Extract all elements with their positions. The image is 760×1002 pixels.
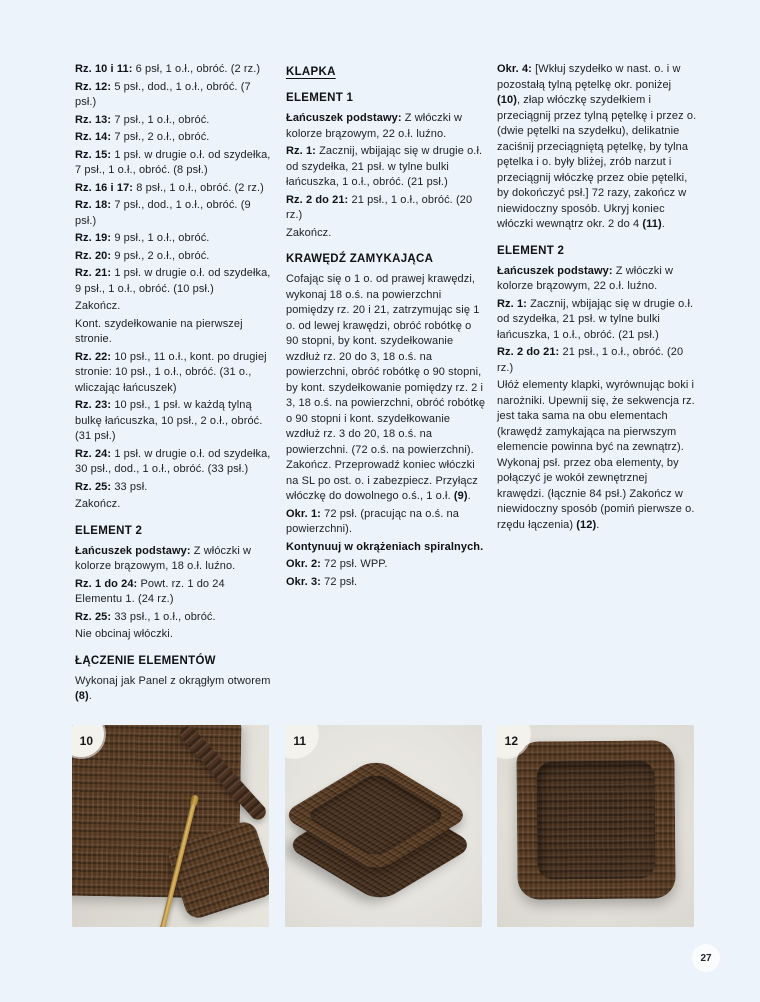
pattern-instruction: Z włóczki w kolorze brązowym, 18 o.ł. luźno. [75,544,252,572]
pattern-label: Rz. 2 do 21: [286,193,352,206]
pattern-instruction: Z włóczki w kolorze brązowym, 22 o.ł. luźno. [497,264,674,292]
pattern-label: Rz. 1: [497,297,531,310]
pattern-text-line [75,627,275,643]
pattern-text-line [286,226,486,242]
pattern-instruction: 21 psł., 1 o.ł., obróć. (20 rz.) [497,346,684,374]
pattern-instruction: Ułóż elementy klapki, wyrównując boki i narożniki. Upewnij się, że sekwencja rz. jest taka sama na obu elementach (krawędź zamykająca na pierwszym elemencie powinna być na zewnątrz). Wykonaj psł. przez oba elementy, by połączyć je wokół zewnętrznej krawędzi. (łącznie 84 psł.) Zakończ w niewidoczny sposób (pomiń pierwsze o. rzędu łączenia) [497,379,695,531]
photo-number-badge [285,725,317,757]
pattern-text-line [75,350,275,397]
photo-number: 10 [79,734,93,748]
pattern-text-line [75,577,275,608]
pattern-instruction: Wykonaj jak Panel z okrągłym otworem [75,674,271,687]
pattern-text-line [497,264,697,295]
pattern-instruction: Kont. szydełkowanie na pierwszej stronie. [75,317,243,345]
pattern-instruction: Cofając się o 1 o. od prawej krawędzi, wykonaj 18 o.ś. na powierzchni pomiędzy rz. 20 i 21, zatrzymując się 1 o. od lewej krawędzi, obróć robótkę o 90 stopni, by kont. szydełkowanie wzdłuż rz. 20 do 3, 18 o.ś. na powierzchni, obróć robótkę o 90 stopni, by kont. szydełkowanie pomiędzy rz. 2 i 3, 18 o.ś. na powierzchni, obróć robótkę o 90 stopni i kont. szydełkowanie wzdłuż rz. 3 do 20, 18 o.ś. na powierzchni. (72 o.ś. na powierzchni). Zakończ. Przeprowadź koniec włóczki na SL po ost. o. i zabezpiecz. Przyłącz włóczkę do dowolnego o.ś., 1 o.ł. [286,273,486,502]
pattern-label: (8) [75,690,89,702]
pattern-instruction: 72 psł. (pracując na o.ś. na powierzchni). [286,507,459,535]
pattern-label: Rz. 13: [75,113,115,126]
pattern-text-line [75,447,275,478]
crochet-flap-recess [536,760,655,879]
pattern-label: Rz. 20: [75,249,115,262]
pattern-instruction: 10 psł., 11 o.ł., kont. po drugiej stronie: 10 psł., 1 o.ł., obróć. (31 o., wliczając łańcuszek) [75,350,267,394]
pattern-label: Rz. 19: [75,232,115,244]
pattern-text-line [75,113,275,129]
pattern-label: Rz. 1: [286,145,320,157]
pattern-text-line [75,266,275,297]
pattern-label: Rz. 24: [75,447,115,460]
pattern-instruction: 72 psł. [324,575,358,588]
pattern-label: Okr. 4: [497,63,536,75]
pattern-instruction: 5 psł., dod., 1 o.ł., obróć. (7 psł.) [75,80,251,108]
pattern-instruction: Nie obcinaj włóczki. [75,628,173,640]
column-right [497,62,697,535]
pattern-label: Rz. 25: [75,480,115,493]
pattern-text-line [497,62,697,233]
pattern-instruction: 1 psł. w drugie o.ł. od szydełka, 9 psł., 1 o.ł., obróć. (10 psł.) [75,267,271,295]
pattern-instruction: . [596,518,600,531]
pattern-label: Rz. 22: [75,350,115,363]
pattern-label: Rz. 15: [75,148,115,161]
pattern-text-line [75,148,275,179]
pattern-text-line [286,557,486,573]
photo-number: 12 [504,734,518,748]
pattern-text-line [75,544,275,575]
pattern-instruction: . [467,490,471,502]
pattern-text-line [286,272,486,505]
pattern-instruction: 10 psł., 1 psł. w każdą tylną bulkę łańcuszka, 10 psł., 2 o.ł., obróć. (31 psł.) [75,399,263,442]
section-heading: KLAPKA [286,66,336,78]
pattern-instruction: 9 psł., 1 o.ł., obróć. [114,232,210,244]
pattern-text-line [75,231,275,247]
column-middle [286,62,486,592]
pattern-text-line [286,507,486,538]
pattern-label: Łańcuszek podstawy: [75,544,194,557]
pattern-label: Rz. 2 do 21: [497,346,563,358]
pattern-label: Rz. 25: [75,610,115,623]
section-heading: KRAWĘDŹ ZAMYKAJĄCA [286,253,434,265]
pattern-text-line [497,297,697,344]
pattern-label: Rz. 23: [75,399,115,411]
pattern-label: Rz. 21: [75,267,115,279]
pattern-label: Okr. 1: [286,507,325,520]
pattern-instruction: 33 psł., 1 o.ł., obróć. [114,610,216,623]
pattern-text-line [75,62,275,78]
pattern-instruction: 8 psł., 1 o.ł., obróć. (2 rz.) [136,181,264,194]
pattern-instruction: , złap włóczkę szydełkiem i przeciągnij przez tylną pętelkę i przez o. (dwie pętelki na szydełku), delikatnie zaciśnij przeciągniętą pętelkę, by tylna pętelka i o. były bliżej, zrób narzut i przeciągnij włóczkę przez obie pętelki, by dokończyć psł.] 72 razy, zakończ w niewidoczny sposób. Ukryj koniec włóczki wewnątrz okr. 2 do 4 [497,94,697,230]
pattern-text-line [75,674,275,705]
pattern-label: Rz. 12: [75,80,115,93]
pattern-label: (11) [642,218,662,230]
pattern-text-line [75,249,275,265]
pattern-text-line [286,575,486,591]
pattern-label: Rz. 16 i 17: [75,181,137,194]
pattern-text-line [75,181,275,197]
pattern-instruction: 7 psł., dod., 1 o.ł., obróć. (9 psł.) [75,199,251,227]
pattern-text-line [286,540,486,556]
pattern-instruction: 33 psł. [114,480,148,493]
pattern-label: Kontynuuj w okrążeniach spiralnych. [286,540,484,553]
section-heading: ELEMENT 2 [75,524,143,537]
photo-crochet-panel-with-hook [72,725,269,927]
section-heading: ELEMENT 2 [497,244,565,257]
pattern-instruction: 7 psł., 1 o.ł., obróć. [114,113,210,126]
page-number-badge [692,944,720,972]
pattern-label: Rz. 10 i 11: [75,63,136,75]
page-number: 27 [700,952,712,964]
pattern-text-line [75,398,275,445]
pattern-label: Rz. 14: [75,131,115,143]
pattern-instruction: 1 psł. w drugie o.ł. od szydełka, 30 psł., dod., 1 o.ł., obróć. (33 psł.) [75,447,271,475]
pattern-label: (9) [453,490,468,502]
pattern-label: (10) [497,94,517,106]
pattern-text-line [75,497,275,513]
pattern-text-line [75,299,275,315]
pattern-label: Łańcuszek podstawy: [497,264,616,277]
pattern-text-line [75,610,275,626]
pattern-label: Łańcuszek podstawy: [286,112,405,124]
pattern-instruction: 7 psł., 2 o.ł., obróć. [114,131,210,143]
pattern-instruction: . [661,218,665,230]
section-heading: ELEMENT 1 [286,92,354,104]
pattern-instruction: 72 psł. WPP. [324,558,388,570]
pattern-instruction: . [88,690,92,702]
pattern-instruction: Zakończ. [75,498,121,510]
photo-finished-square-flap [497,725,694,927]
pattern-instruction: 1 psł. w drugie o.ł. od szydełka, 7 psł., 1 o.ł., obróć. (8 psł.) [75,148,271,176]
pattern-text-line [286,144,486,191]
pattern-text-line [75,317,275,348]
pattern-label: Rz. 18: [75,199,115,211]
section-heading: ŁĄCZENIE ELEMENTÓW [75,654,216,667]
pattern-instruction: Zakończ. [75,300,121,312]
column-left [75,62,275,707]
pattern-label: Okr. 3: [286,575,325,588]
pattern-label: (12) [576,518,597,531]
crochet-flap [516,740,675,899]
pattern-text-line [75,80,275,111]
pattern-text-line [75,198,275,229]
pattern-instruction: [Wkłuj szydełko w nast. o. i w pozostałą tylną pętelkę okr. poniżej [497,63,681,91]
pattern-text-line [286,111,486,142]
pattern-instruction: Z włóczki w kolorze brązowym, 22 o.ł. luźno. [286,112,463,140]
pattern-text-line [497,345,697,376]
pattern-text-line [286,193,486,224]
photo-number: 11 [293,734,306,748]
pattern-instruction: Powt. rz. 1 do 24 Elementu 1. (24 rz.) [75,577,225,605]
pattern-text-line [75,480,275,496]
pattern-instruction: 6 psł, 1 o.ł., obróć. (2 rz.) [135,63,261,75]
pattern-instruction: Zakończ. [286,226,332,239]
pattern-label: Rz. 1 do 24: [75,577,141,590]
pattern-instruction: Zacznij, wbijając się w drugie o.ł. od szydełka, 21 psł. w tylne bulki łańcuszka, 1 o.ł., obróć. (21 psł.) [286,145,483,188]
pattern-instruction: Zacznij, wbijając się w drugie o.ł. od szydełka, 21 psł. w tylne bulki łańcuszka, 1 o.ł., obróć. (21 psł.) [497,297,694,341]
photo-folded-crochet-flap [285,725,482,927]
pattern-label: Okr. 2: [286,558,325,570]
pattern-instruction: 9 psł., 2 o.ł., obróć. [114,249,210,262]
pattern-text-line [497,378,697,533]
pattern-instruction: 21 psł., 1 o.ł., obróć. (20 rz.) [286,193,473,221]
pattern-text-line [75,130,275,146]
